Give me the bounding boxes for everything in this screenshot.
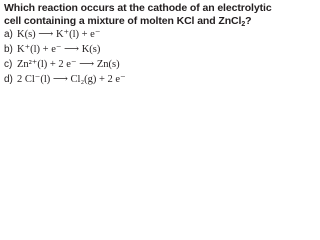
option-letter: c) [4, 59, 13, 70]
question-stem-line1: Which reaction occurs at the cathode of an electrolytic [4, 2, 272, 14]
question-stem-qmark: ? [245, 14, 252, 27]
option-c[interactable] [4, 57, 272, 72]
option-text: 2 Cl⁻(l) ⟶ Cl₂(g) + 2 e⁻ [17, 74, 126, 85]
option-text: K⁺(l) + e⁻ ⟶ K(s) [17, 44, 101, 55]
question-stem [4, 2, 272, 27]
option-a[interactable] [4, 27, 272, 42]
option-b[interactable] [4, 42, 272, 57]
option-letter: d) [4, 74, 13, 85]
option-text: Zn²⁺(l) + 2 e⁻ ⟶ Zn(s) [17, 59, 120, 70]
question-stem-line2: cell containing a mixture of molten KCl and ZnCl [4, 14, 242, 27]
question-stem-subscript: 2 [241, 20, 246, 28]
option-letter: a) [4, 29, 13, 40]
option-d[interactable] [4, 72, 272, 87]
answer-options [4, 27, 272, 87]
question-block [4, 2, 272, 87]
option-text: K(s) ⟶ K⁺(l) + e⁻ [17, 29, 101, 40]
option-letter: b) [4, 44, 13, 55]
